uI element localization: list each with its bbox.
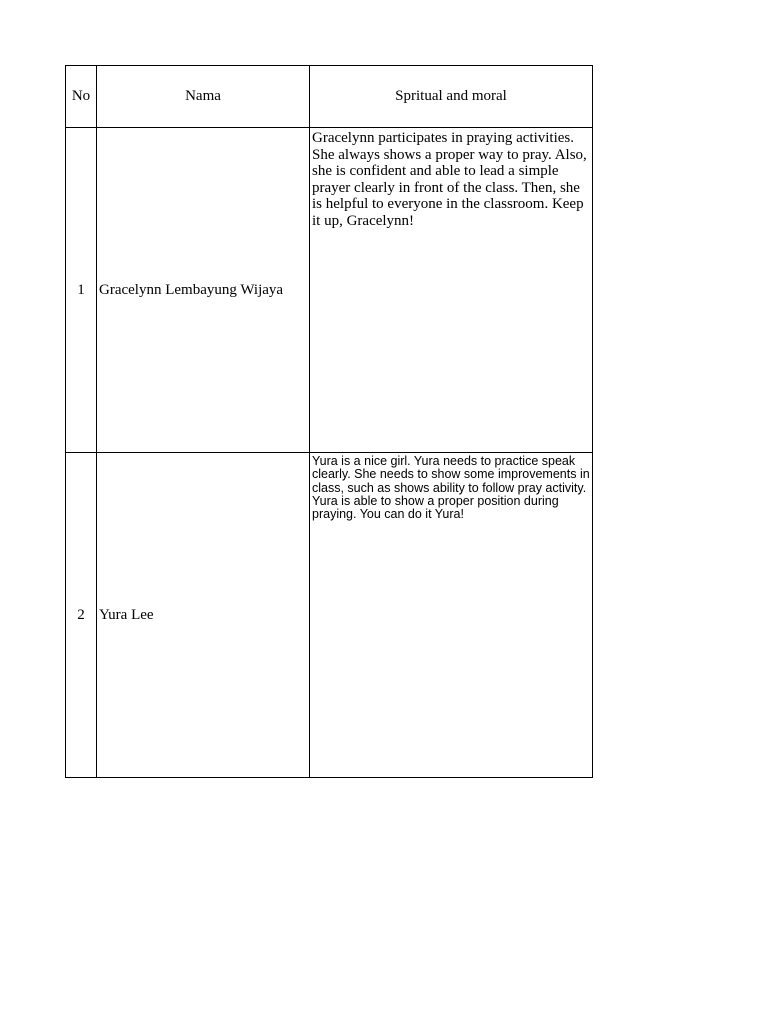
remark-text: Gracelynn participates in praying activities. She always shows a proper way to pray. Also, she is confident and able to lead a simple prayer clearly in front of the class. Then, she is helpful to everyone in the classroom. Keep it up, Gracelynn! [312, 130, 587, 229]
header-name: Nama [97, 66, 310, 128]
remark-cell [310, 128, 593, 453]
table-row [66, 128, 593, 453]
remark-cell [310, 453, 593, 778]
header-no: No [66, 66, 97, 128]
row-number: 1 [66, 128, 97, 453]
header-remark: Spritual and moral [310, 66, 593, 128]
remark-text: Yura is a nice girl. Yura needs to practice speak clearly. She needs to show some improvements in class, such as shows ability to follow pray activity. Yura is able to show a proper position during praying. You can do it Yura! [312, 454, 590, 522]
row-number: 2 [66, 453, 97, 778]
table-header-row [66, 66, 593, 128]
table-row [66, 453, 593, 778]
spiritual-moral-table [65, 65, 593, 778]
student-name: Yura Lee [97, 453, 310, 778]
student-name: Gracelynn Lembayung Wijaya [97, 128, 310, 453]
